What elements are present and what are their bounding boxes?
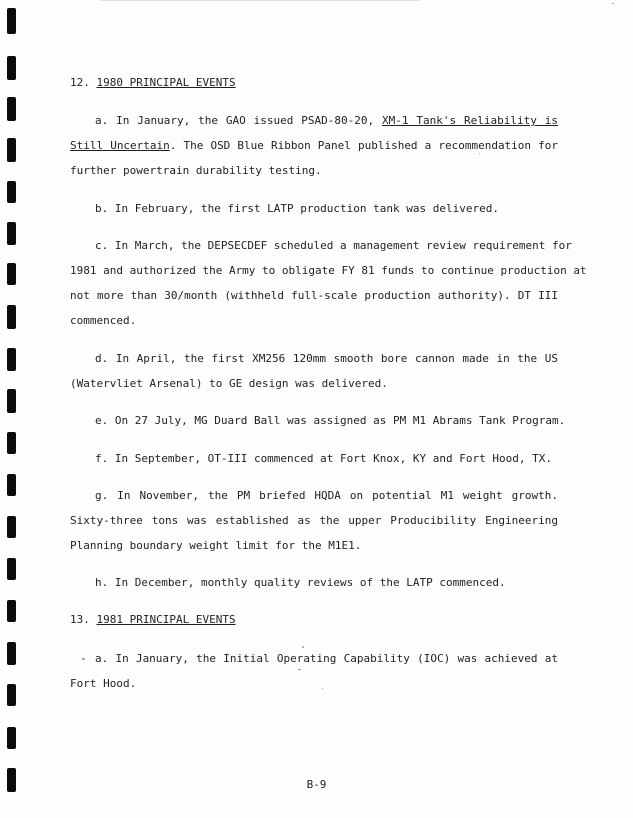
scan-speck: [612, 3, 614, 4]
section-12-heading: [70, 76, 236, 90]
binding-mark: [7, 97, 16, 121]
binding-mark: [7, 389, 16, 413]
paragraph-c-line-2: 1981 and authorized the Army to obligate FY 81 funds to continue production at: [70, 264, 587, 277]
paragraph-g-line-1: g. In November, the PM briefed HQDA on potential M1 weight growth.: [95, 489, 558, 502]
paragraph-g-line-2: Sixty-three tons was established as the upper Producibility Engineering: [70, 514, 558, 527]
section-13-paragraph-a-line-2: Fort Hood.: [70, 677, 137, 690]
binding-mark: [7, 516, 16, 538]
paragraph-e-line-1: e. On 27 July, MG Duard Ball was assigned as PM M1 Abrams Tank Program.: [95, 414, 566, 427]
section-13-title: 1981 PRINCIPAL EVENTS: [96, 613, 236, 626]
scan-speck: [82, 658, 85, 660]
paragraph-d-line-1: d. In April, the first XM256 120mm smooth bore cannon made in the US: [95, 352, 558, 365]
binding-mark: [7, 181, 16, 203]
section-13-heading: [70, 613, 236, 627]
scan-speck: [302, 646, 304, 648]
binding-mark: [7, 348, 16, 371]
section-13-paragraph-a-line-1: a. In January, the Initial Operating Capability (IOC) was achieved at: [95, 652, 558, 665]
paragraph-h-line-1: h. In December, monthly quality reviews of the LATP commenced.: [95, 576, 506, 589]
paragraph-f-line-1: f. In September, OT-III commenced at Fort Knox, KY and Fort Hood, TX.: [95, 452, 552, 465]
paragraph-a-line-2: [70, 139, 558, 153]
paragraph-a-text: . The OSD Blue Ribbon Panel published a recommendation for: [169, 139, 558, 152]
binding-mark: [7, 432, 16, 454]
binding-mark: [7, 600, 16, 622]
binding-mark: [7, 263, 16, 285]
binding-mark: [7, 727, 16, 749]
section-12-number: 12.: [70, 76, 90, 89]
binding-mark: [7, 305, 16, 329]
paragraph-a-text: a. In January, the GAO issued PSAD-80-20,: [95, 114, 383, 127]
paragraph-g-line-3: Planning boundary weight limit for the M1E1.: [70, 539, 362, 552]
binding-mark: [7, 558, 16, 580]
paragraph-c-line-3: not more than 30/month (withheld full-scale production authority). DT III: [70, 289, 558, 302]
scan-speck: [479, 153, 480, 154]
paragraph-a-line-3: further powertrain durability testing.: [70, 164, 322, 177]
scan-speck: [298, 669, 301, 670]
report-title-part-1: XM-1 Tank's Reliability is: [382, 114, 558, 127]
binding-mark: [7, 8, 16, 34]
binding-mark: [7, 474, 16, 496]
scan-edge-line: [100, 0, 420, 1]
paragraph-c-line-1: c. In March, the DEPSECDEF scheduled a management review requirement for: [95, 239, 572, 252]
paragraph-a-line-1: [95, 114, 558, 128]
binding-mark: [7, 222, 16, 245]
binding-mark: [7, 56, 16, 80]
binding-mark: [7, 642, 16, 665]
scan-speck: [322, 688, 323, 689]
section-12-title: 1980 PRINCIPAL EVENTS: [96, 76, 236, 89]
section-13-number: 13.: [70, 613, 90, 626]
binding-mark: [7, 138, 16, 162]
paragraph-d-line-2: (Watervliet Arsenal) to GE design was delivered.: [70, 377, 388, 390]
binding-mark: [7, 684, 16, 706]
paragraph-b-line-1: b. In February, the first LATP production tank was delivered.: [95, 202, 499, 215]
report-title-part-2: Still Uncertain: [70, 139, 170, 152]
paragraph-c-line-4: commenced.: [70, 314, 137, 327]
page-number: B-9: [306, 778, 327, 791]
